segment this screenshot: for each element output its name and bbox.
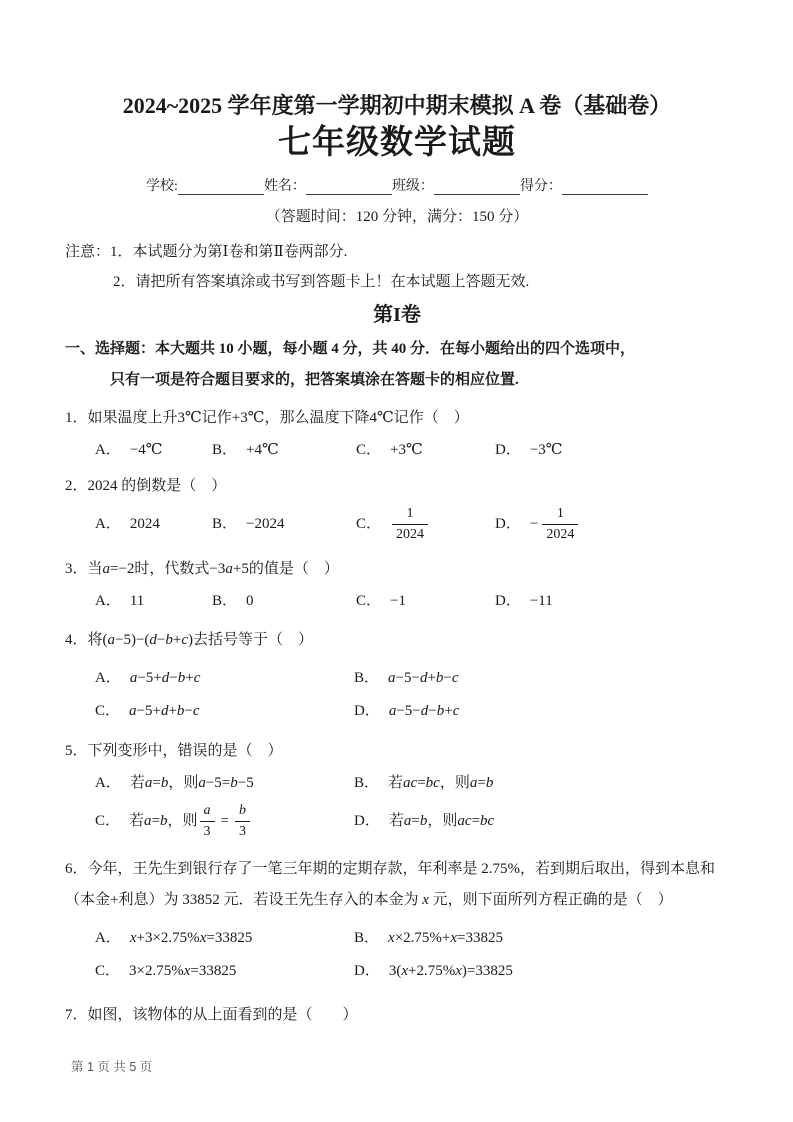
q2-option-c: C． $\frac{1}{2024}$	[356, 501, 495, 547]
q6-option-b: B． x×2.75%+x=33825	[354, 930, 503, 947]
question-6-stem: 6．今年，王先生到银行存了一笔三年期的定期存款，年利率是 2.75%，若到期后取出，得到本息和（本金+利息）为 33852 元．若设王先生存入的本金为 x 元，则下面所列方程正确的是（ ）	[65, 861, 715, 909]
section-heading	[65, 334, 729, 396]
section-heading-line-1: 一、选择题：本大题共 10 小题，每小题 4 分，共 40 分．在每小题给出的四个选项中，	[65, 341, 636, 358]
fraction: $\frac{a}{3}$	[200, 802, 215, 840]
question-1-options	[95, 435, 729, 465]
notice-1-text: 1．本试题分为第Ⅰ卷和第Ⅱ卷两部分.	[110, 244, 348, 261]
notice-line-1	[65, 237, 729, 267]
notice-line-2: 2．请把所有答案填涂或书写到答题卡上！在本试题上答题无效.	[113, 274, 530, 291]
school-field	[146, 175, 264, 195]
question-3-stem: 3．当a=−2时，代数式−3a+5的值是（ ）	[65, 561, 339, 578]
question-2-stem: 2．2024 的倒数是（ ）	[65, 478, 227, 495]
question-5-options-row-1	[95, 768, 729, 798]
question-4-options-row-2	[95, 696, 729, 726]
q1-option-a: A． −4℃	[95, 442, 163, 459]
class-blank	[434, 179, 520, 195]
q6-option-c: C． 3×2.75%x=33825	[95, 963, 237, 980]
score-blank	[562, 179, 648, 195]
time-note: （答题时间：120 分钟，满分：150 分）	[265, 209, 529, 226]
question-6	[65, 854, 729, 986]
q1-option-b: B． +4℃	[212, 442, 279, 459]
page-number: 第 1 页 共 5 页	[71, 1060, 153, 1074]
question-7	[65, 1000, 729, 1030]
question-3-options	[95, 586, 729, 616]
part-1-title: 第I卷	[373, 304, 421, 327]
q3-option-d: D． −11	[495, 593, 553, 610]
name-blank	[306, 179, 392, 195]
q2-option-a: A． 2024	[95, 516, 160, 533]
q3-option-a: A． 11	[95, 593, 145, 610]
question-1	[65, 403, 729, 465]
class-label: 班级：	[391, 179, 434, 195]
question-5	[65, 736, 729, 844]
page-content	[0, 92, 793, 1030]
question-5-options-row-2	[95, 798, 729, 844]
score-label: 得分：	[519, 179, 562, 195]
school-label: 学校:	[146, 179, 178, 195]
q4-option-b: B． a−5−d+b−c	[354, 670, 459, 687]
q4-option-d: D． a−5−d−b+c	[354, 703, 460, 720]
q2-option-d: D． − $\frac{1}{2024}$	[495, 501, 729, 547]
student-info-row	[65, 175, 729, 195]
school-blank	[178, 179, 264, 195]
question-3	[65, 554, 729, 616]
q5-option-a: A． 若a=b，则a−5=b−5	[95, 775, 254, 792]
q6-option-d: D． 3(x+2.75%x)=33825	[354, 963, 513, 980]
question-5-stem: 5．下列变形中，错误的是（ ）	[65, 743, 283, 760]
q3-option-b: B． 0	[212, 593, 254, 610]
class-field	[392, 175, 520, 195]
question-2-options	[95, 501, 729, 547]
fraction: $\frac{b}{3}$	[235, 802, 250, 840]
q1-option-d: D． −3℃	[495, 442, 563, 459]
notice-block	[65, 237, 729, 297]
exam-title: 2024~2025 学年度第一学期初中期末模拟 A 卷（基础卷）	[122, 93, 672, 118]
question-4	[65, 625, 729, 726]
section-heading-line-2: 只有一项是符合题目要求的，把答案填涂在答题卡的相应位置.	[110, 372, 519, 389]
question-6-options-row-1	[95, 923, 729, 953]
fraction: $\frac{1}{2024}$	[392, 505, 428, 543]
q5-option-c: C． 若a=b，则 $\frac{a}{3}$ = $\frac{b}{3}$	[95, 798, 354, 844]
q5-option-d: D． 若a=b，则ac=bc	[354, 813, 495, 830]
score-field	[520, 175, 648, 195]
question-1-stem: 1．如果温度上升3℃记作+3℃，那么温度下降4℃记作（ ）	[65, 410, 469, 427]
question-6-options-row-2	[95, 956, 729, 986]
name-label: 姓名：	[263, 179, 306, 195]
q6-option-a: A． x+3×2.75%x=33825	[95, 930, 253, 947]
exam-subtitle: 七年级数学试题	[278, 124, 516, 161]
fraction: $\frac{1}{2024}$	[542, 505, 578, 543]
q4-option-c: C． a−5+d+b−c	[95, 703, 200, 720]
question-2	[65, 471, 729, 547]
notice-label: 注意：	[65, 244, 111, 261]
q1-option-c: C． +3℃	[356, 442, 423, 459]
q5-option-b: B． 若ac=bc，则a=b	[354, 775, 494, 792]
question-4-stem: 4．将(a−5)−(d−b+c)去括号等于（ ）	[65, 632, 314, 649]
q2-option-b: B． −2024	[212, 516, 285, 533]
question-4-options-row-1	[95, 663, 729, 693]
name-field	[264, 175, 392, 195]
q4-option-a: A． a−5+d−b+c	[95, 670, 201, 687]
q3-option-c: C． −1	[356, 593, 406, 610]
question-7-stem: 7．如图，该物体的从上面看到的是（ ）	[65, 1007, 358, 1024]
